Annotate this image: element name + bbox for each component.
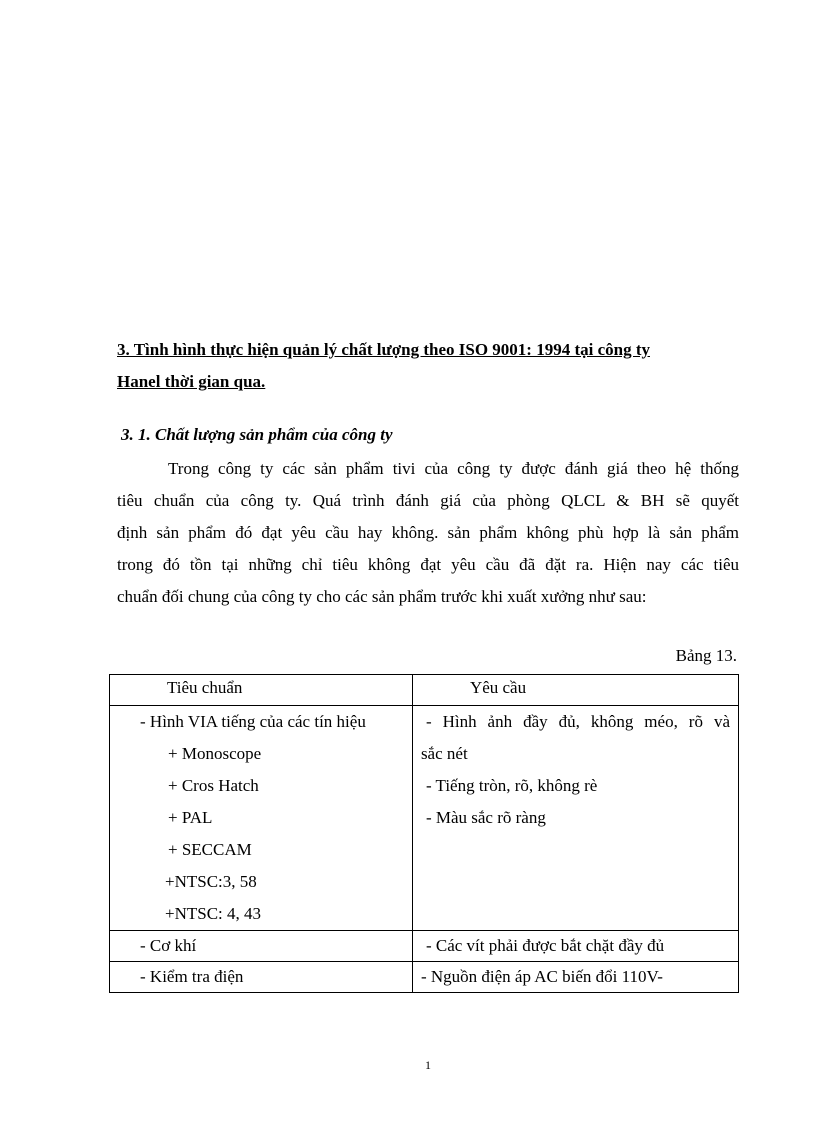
requirement-line: - Nguồn điện áp AC biến đổi 110V-	[420, 967, 663, 986]
requirement-line: - Tiếng tròn, rõ, không rè	[425, 776, 598, 795]
criteria-item: +NTSC: 4, 43	[165, 904, 262, 923]
table-header-row	[110, 675, 739, 706]
subsection-heading: 3. 1. Chất lượng sản phẩm của công ty	[121, 425, 393, 444]
requirement-cell	[412, 962, 738, 993]
table-row	[110, 706, 739, 931]
criteria-item: + Monoscope	[168, 744, 262, 763]
criteria-main: - Hình VIA tiếng của các tín hiệu	[140, 712, 366, 731]
requirement-line: - Các vít phải được bắt chặt đầy đủ	[425, 936, 665, 955]
criteria-main: - Kiểm tra điện	[140, 967, 244, 986]
paragraph-line: tiêu chuẩn của công ty. Quá trình đánh giá của phòng QLCL & BH sẽ quyết	[117, 491, 739, 510]
standards-table	[109, 674, 739, 993]
page-number: 1	[425, 1058, 431, 1072]
criteria-item: + Cros Hatch	[168, 776, 259, 795]
table-row	[110, 962, 739, 993]
requirement-line: sắc nét	[420, 744, 468, 763]
section-heading-line-1: 3. Tình hình thực hiện quản lý chất lượng theo ISO 9001: 1994 tại công ty	[117, 340, 650, 359]
criteria-cell	[110, 706, 413, 931]
paragraph-line: trong đó tồn tại những chỉ tiêu không đạt yêu cầu đã đặt ra. Hiện nay các tiêu	[117, 555, 739, 574]
section-heading	[117, 334, 744, 398]
section-heading-line-2: Hanel thời gian qua.	[117, 372, 266, 391]
paragraph-line: Trong công ty các sản phẩm tivi của công ty được đánh giá theo hệ thống	[168, 459, 739, 478]
table-row	[110, 931, 739, 962]
body-paragraph	[117, 453, 739, 613]
requirement-cell	[412, 706, 738, 931]
criteria-item: +NTSC:3, 58	[165, 872, 257, 891]
criteria-cell	[110, 962, 413, 993]
requirement-line: - Màu sắc rõ ràng	[425, 808, 546, 827]
header-requirements: Yêu cầu	[412, 675, 738, 706]
paragraph-line: chuẩn đối chung của công ty cho các sản phẩm trước khi xuất xưởng như sau:	[117, 587, 647, 606]
requirement-cell	[412, 931, 738, 962]
requirement-line: - Hình ảnh đầy đủ, không méo, rõ và	[425, 712, 730, 731]
header-criteria: Tiêu chuẩn	[110, 675, 413, 706]
criteria-cell	[110, 931, 413, 962]
criteria-item: + PAL	[168, 808, 213, 827]
criteria-item: + SECCAM	[168, 840, 252, 859]
paragraph-line: định sản phẩm đó đạt yêu cầu hay không. sản phẩm không phù hợp là sản phẩm	[117, 523, 739, 542]
table-caption: Bảng 13.	[675, 646, 737, 665]
criteria-main: - Cơ khí	[140, 936, 197, 955]
